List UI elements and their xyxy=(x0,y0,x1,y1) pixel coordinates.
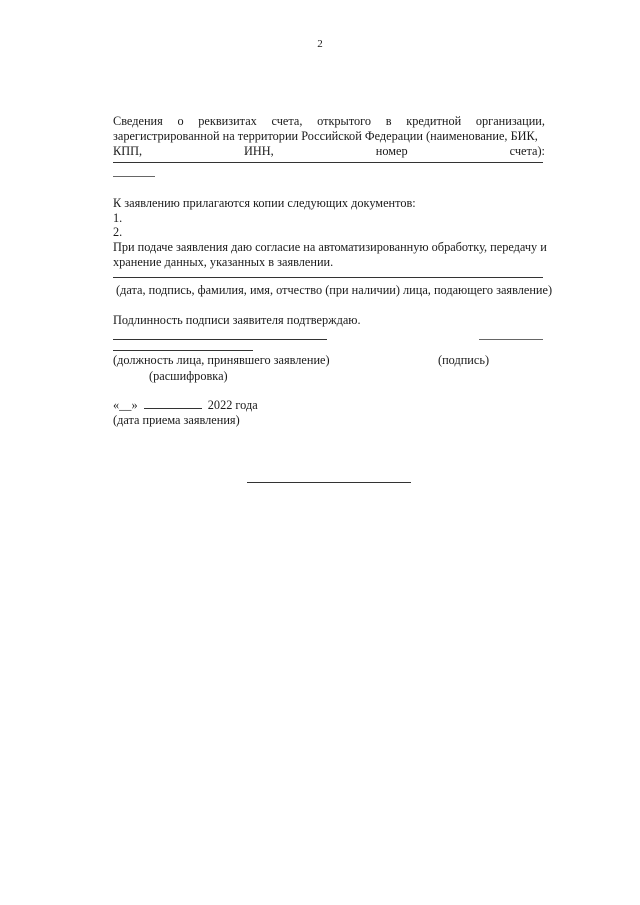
attachment-item-2: 2. xyxy=(113,225,123,239)
account-details-line-2: зарегистрированной на территории Российской Федерации (наименование, БИК, xyxy=(113,129,538,143)
consent-line-2: хранение данных, указанных в заявлении. xyxy=(113,255,334,269)
account-details-fill-line-continued xyxy=(113,176,155,177)
word: кредитной xyxy=(406,114,462,128)
account-details-line-3 xyxy=(113,144,545,159)
word: открытого xyxy=(317,114,372,128)
signature-caption: (подпись) xyxy=(438,353,490,367)
word: о xyxy=(177,114,184,128)
word: КПП, xyxy=(113,144,143,158)
word: ИНН, xyxy=(244,144,274,158)
day-blank: __ xyxy=(119,398,132,412)
attachments-heading: К заявлению прилагаются копии следующих документов: xyxy=(113,196,416,210)
word: номер xyxy=(375,144,408,158)
signature-fill-line xyxy=(479,339,543,340)
year-text: 2022 года xyxy=(207,398,258,412)
closing-separator-line xyxy=(247,482,411,483)
account-details-fill-line xyxy=(113,162,543,163)
decoding-fill-line xyxy=(113,350,253,351)
month-blank xyxy=(144,398,202,409)
decoding-caption: (расшифровка) xyxy=(149,369,228,383)
consent-line-1: При подаче заявления даю согласие на автоматизированную обработку, передачу и xyxy=(113,240,547,254)
word: Сведения xyxy=(113,114,163,128)
attachment-item-1: 1. xyxy=(113,211,123,225)
word: счета, xyxy=(271,114,303,128)
verification-text: Подлинность подписи заявителя подтверждаю. xyxy=(113,313,361,327)
word: организации, xyxy=(475,114,545,128)
close-quote: » xyxy=(131,398,138,412)
account-details-line-1 xyxy=(113,114,545,129)
position-caption: (должность лица, принявшего заявление) xyxy=(113,353,330,367)
word: реквизитах xyxy=(198,114,257,128)
word: в xyxy=(385,114,392,128)
applicant-signature-line xyxy=(113,277,543,278)
word: счета): xyxy=(509,144,545,158)
page-number: 2 xyxy=(317,38,323,50)
date-line xyxy=(113,398,258,413)
open-quote: « xyxy=(113,398,120,412)
date-caption: (дата приема заявления) xyxy=(113,413,240,427)
position-fill-line xyxy=(113,339,327,340)
applicant-caption: (дата, подпись, фамилия, имя, отчество (при наличии) лица, подающего заявление) xyxy=(116,283,553,297)
